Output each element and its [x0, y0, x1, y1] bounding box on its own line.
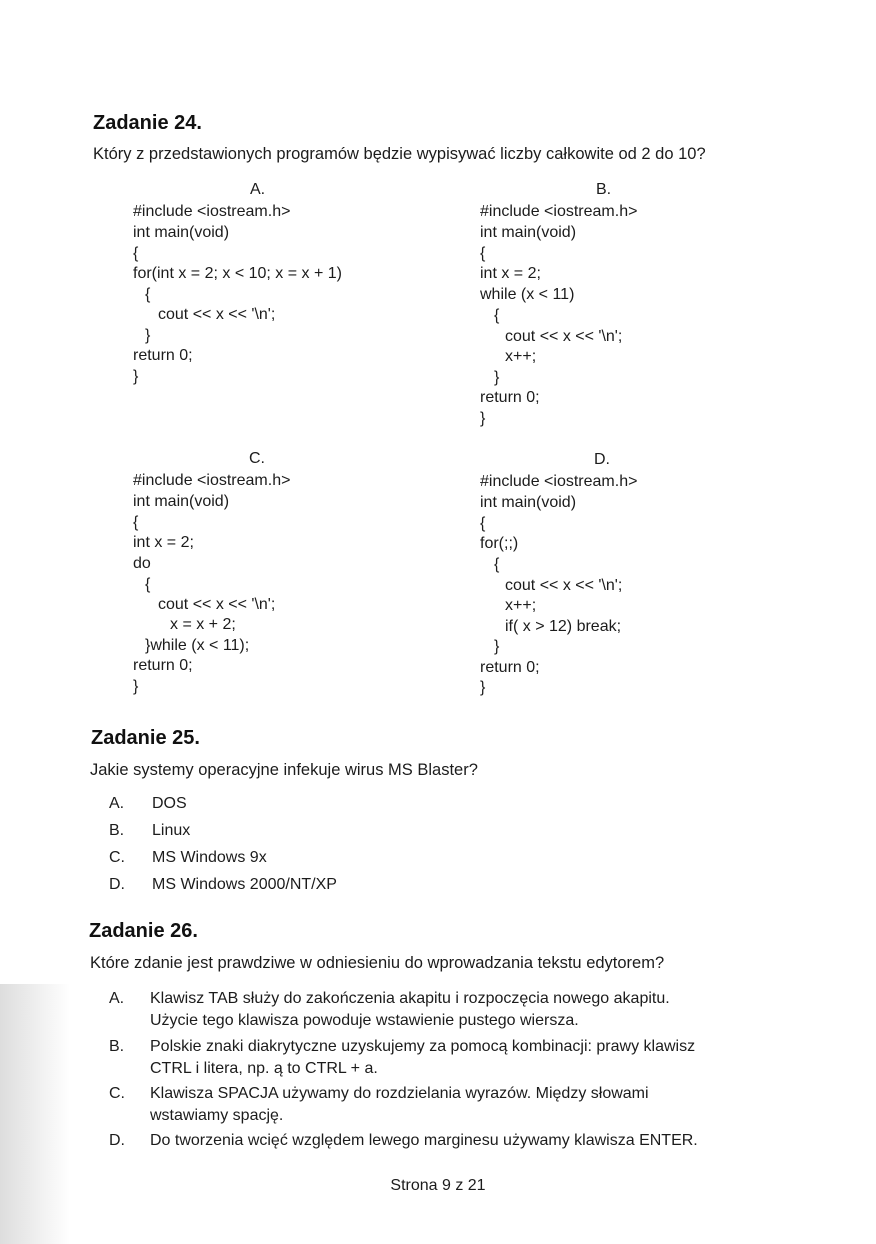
code-line: #include <iostream.h>	[133, 472, 291, 489]
code-line: {	[145, 576, 151, 593]
task-25-title: Zadanie 25.	[91, 727, 200, 749]
option-letter: C.	[109, 1085, 125, 1102]
scan-shadow	[0, 984, 70, 1244]
task-25-question: Jakie systemy operacyjne infekuje wirus MS Blaster?	[90, 761, 478, 779]
option-letter: B.	[109, 822, 125, 839]
option-letter: A.	[109, 795, 125, 812]
option-letter: A.	[109, 990, 125, 1007]
option-text: Klawisza SPACJA używamy do rozdzielania wyrazów. Między słowami	[150, 1085, 649, 1102]
task-24-question: Który z przedstawionych programów będzie wypisywać liczby całkowite od 2 do 10?	[93, 145, 706, 163]
option-text: Klawisz TAB służy do zakończenia akapitu i rozpoczęcia nowego akapitu.	[150, 990, 670, 1007]
option-text: MS Windows 9x	[152, 849, 267, 866]
code-line: return 0;	[133, 347, 193, 364]
option-letter: D.	[109, 1132, 125, 1149]
code-line: int main(void)	[133, 493, 230, 510]
code-line: }	[494, 638, 500, 655]
code-line: do	[133, 555, 151, 572]
code-line: #include <iostream.h>	[133, 203, 291, 220]
program-a-label: A.	[250, 181, 266, 198]
code-line: }	[480, 410, 486, 427]
code-line: {	[480, 515, 486, 532]
code-line: {	[145, 286, 151, 303]
program-b-label: B.	[596, 181, 612, 198]
code-line: for(;;)	[480, 535, 519, 552]
code-line: return 0;	[133, 657, 193, 674]
code-line: }	[145, 327, 151, 344]
option-text: Polskie znaki diakrytyczne uzyskujemy za pomocą kombinacji: prawy klawisz	[150, 1038, 696, 1055]
code-line: }while (x < 11);	[145, 637, 250, 654]
option-text: Linux	[152, 822, 191, 839]
code-line: }	[133, 368, 139, 385]
option-text: CTRL i litera, np. ą to CTRL + a.	[150, 1060, 378, 1077]
code-line: cout << x << '\n';	[505, 577, 623, 594]
code-line: cout << x << '\n';	[158, 596, 276, 613]
code-line: }	[494, 369, 500, 386]
page-number: Strona 9 z 21	[390, 1177, 486, 1194]
option-letter: D.	[109, 876, 125, 893]
code-line: #include <iostream.h>	[480, 473, 638, 490]
code-line: {	[480, 245, 486, 262]
code-line: {	[494, 556, 500, 573]
code-line: int main(void)	[480, 224, 577, 241]
code-line: cout << x << '\n';	[158, 306, 276, 323]
task-26-question: Które zdanie jest prawdziwe w odniesieniu do wprowadzania tekstu edytorem?	[90, 954, 665, 972]
code-line: cout << x << '\n';	[505, 328, 623, 345]
code-line: return 0;	[480, 659, 540, 676]
code-line: }	[133, 678, 139, 695]
code-line: return 0;	[480, 389, 540, 406]
code-line: int main(void)	[133, 224, 230, 241]
code-line: for(int x = 2; x < 10; x = x + 1)	[133, 265, 342, 282]
code-line: {	[133, 514, 139, 531]
option-text: Do tworzenia wcięć względem lewego marginesu używamy klawisza ENTER.	[150, 1132, 698, 1149]
code-line: }	[480, 679, 486, 696]
code-line: if( x > 12) break;	[505, 618, 622, 635]
code-line: while (x < 11)	[480, 286, 575, 303]
task-24-title: Zadanie 24.	[93, 112, 202, 134]
code-line: int x = 2;	[480, 265, 541, 282]
code-line: {	[494, 307, 500, 324]
program-c-label: C.	[249, 450, 265, 467]
program-d-label: D.	[594, 451, 610, 468]
code-line: {	[133, 245, 139, 262]
code-line: int main(void)	[480, 494, 577, 511]
code-line: #include <iostream.h>	[480, 203, 638, 220]
option-text: wstawiamy spację.	[150, 1107, 284, 1124]
option-text: MS Windows 2000/NT/XP	[152, 876, 337, 893]
code-line: x = x + 2;	[170, 616, 236, 633]
code-line: x++;	[505, 348, 537, 365]
task-26-title: Zadanie 26.	[89, 920, 198, 942]
code-line: x++;	[505, 597, 537, 614]
option-text: DOS	[152, 795, 187, 812]
option-letter: C.	[109, 849, 125, 866]
option-letter: B.	[109, 1038, 125, 1055]
option-text: Użycie tego klawisza powoduje wstawienie pustego wiersza.	[150, 1012, 579, 1029]
code-line: int x = 2;	[133, 534, 194, 551]
